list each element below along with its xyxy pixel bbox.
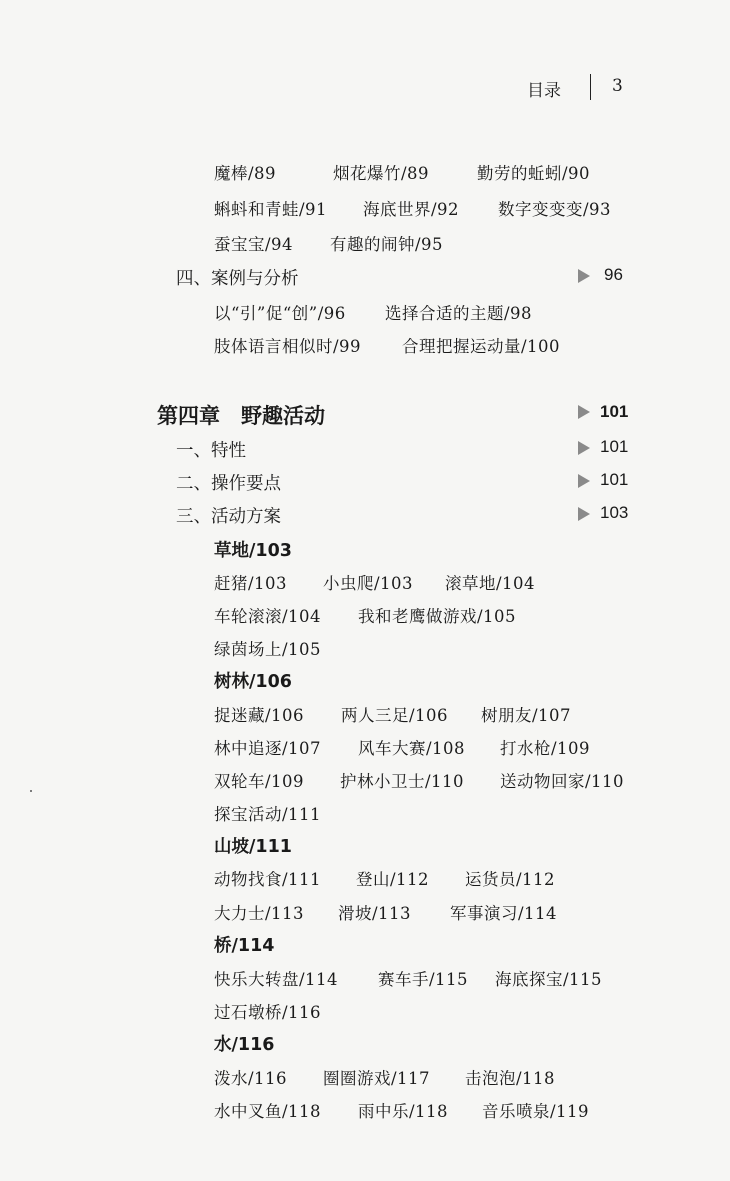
toc-entry[interactable]: 两人三足/106 bbox=[341, 706, 449, 725]
toc-entry[interactable]: 运货员/112 bbox=[465, 870, 556, 889]
section-page-number: 103 bbox=[600, 503, 629, 522]
toc-entry[interactable]: 雨中乐/118 bbox=[358, 1102, 449, 1121]
toc-entry[interactable]: 海底探宝/115 bbox=[495, 970, 603, 989]
chapter-page-number: 101 bbox=[600, 402, 629, 421]
triangle-arrow-icon bbox=[578, 405, 590, 419]
toc-entry[interactable]: 送动物回家/110 bbox=[500, 772, 625, 791]
toc-entry[interactable]: 滚草地/104 bbox=[445, 574, 536, 593]
toc-entry[interactable]: 合理把握运动量/100 bbox=[402, 337, 561, 356]
header-page-number: 3 bbox=[612, 76, 623, 96]
toc-entry[interactable]: 音乐喷泉/119 bbox=[482, 1102, 590, 1121]
toc-entry[interactable]: 有趣的闹钟/95 bbox=[330, 235, 444, 254]
toc-entry[interactable]: 赛车手/115 bbox=[378, 970, 469, 989]
section-page-number: 101 bbox=[600, 437, 629, 456]
toc-entry[interactable]: 大力士/113 bbox=[214, 904, 305, 923]
triangle-arrow-icon bbox=[578, 507, 590, 521]
section-page-number: 101 bbox=[600, 470, 629, 489]
toc-entry[interactable]: 赶猪/103 bbox=[214, 574, 288, 593]
triangle-arrow-icon bbox=[578, 441, 590, 455]
toc-entry[interactable]: 双轮车/109 bbox=[214, 772, 305, 791]
toc-entry[interactable]: 蝌蚪和青蛙/91 bbox=[214, 200, 328, 219]
header-divider bbox=[590, 74, 591, 100]
toc-entry[interactable]: 蚕宝宝/94 bbox=[214, 235, 294, 254]
toc-entry[interactable]: 小虫爬/103 bbox=[323, 574, 414, 593]
toc-entry[interactable]: 绿茵场上/105 bbox=[214, 640, 322, 659]
toc-entry[interactable]: 登山/112 bbox=[356, 870, 430, 889]
toc-entry[interactable]: 泼水/116 bbox=[214, 1069, 288, 1088]
chapter-heading[interactable]: 第四章 野趣活动 bbox=[157, 403, 325, 428]
toc-entry[interactable]: 快乐大转盘/114 bbox=[214, 970, 339, 989]
section-heading[interactable]: 三、活动方案 bbox=[176, 507, 281, 527]
toc-entry[interactable]: 车轮滚滚/104 bbox=[214, 607, 322, 626]
toc-entry[interactable]: 探宝活动/111 bbox=[214, 805, 322, 824]
toc-entry[interactable]: 过石墩桥/116 bbox=[214, 1003, 322, 1022]
toc-entry[interactable]: 滑坡/113 bbox=[338, 904, 412, 923]
toc-entry[interactable]: 魔棒/89 bbox=[214, 164, 277, 183]
toc-entry[interactable]: 选择合适的主题/98 bbox=[385, 304, 533, 323]
toc-entry[interactable]: 圈圈游戏/117 bbox=[323, 1069, 431, 1088]
category-heading[interactable]: 山坡/111 bbox=[214, 837, 292, 857]
triangle-arrow-icon bbox=[578, 474, 590, 488]
section-page-number: 96 bbox=[604, 265, 623, 284]
toc-entry[interactable]: 烟花爆竹/89 bbox=[333, 164, 430, 183]
toc-entry[interactable]: 击泡泡/118 bbox=[465, 1069, 556, 1088]
toc-entry[interactable]: 树朋友/107 bbox=[481, 706, 572, 725]
category-heading[interactable]: 树林/106 bbox=[214, 672, 292, 692]
toc-entry[interactable]: 以“引”促“创”/96 bbox=[214, 304, 346, 323]
toc-entry[interactable]: 我和老鹰做游戏/105 bbox=[358, 607, 517, 626]
running-header bbox=[0, 74, 730, 104]
toc-entry[interactable]: 军事演习/114 bbox=[450, 904, 558, 923]
section-heading[interactable]: 一、特性 bbox=[176, 441, 246, 461]
toc-entry[interactable]: 打水枪/109 bbox=[500, 739, 591, 758]
category-heading[interactable]: 桥/114 bbox=[214, 936, 275, 956]
toc-entry[interactable]: 捉迷藏/106 bbox=[214, 706, 305, 725]
toc-entry[interactable]: 林中追逐/107 bbox=[214, 739, 322, 758]
category-heading[interactable]: 草地/103 bbox=[214, 541, 292, 561]
category-heading[interactable]: 水/116 bbox=[214, 1035, 275, 1055]
toc-entry[interactable]: 护林小卫士/110 bbox=[340, 772, 465, 791]
header-title: 目录 bbox=[527, 81, 561, 101]
toc-entry[interactable]: 水中叉鱼/118 bbox=[214, 1102, 322, 1121]
toc-entry[interactable]: 肢体语言相似时/99 bbox=[214, 337, 362, 356]
toc-entry[interactable]: 海底世界/92 bbox=[363, 200, 460, 219]
triangle-arrow-icon bbox=[578, 269, 590, 283]
toc-entry[interactable]: 动物找食/111 bbox=[214, 870, 322, 889]
section-heading[interactable]: 四、案例与分析 bbox=[176, 269, 299, 289]
toc-entry[interactable]: 数字变变变/93 bbox=[498, 200, 612, 219]
toc-entry[interactable]: 勤劳的蚯蚓/90 bbox=[477, 164, 591, 183]
print-speck bbox=[30, 790, 32, 792]
section-heading[interactable]: 二、操作要点 bbox=[176, 474, 281, 494]
toc-entry[interactable]: 风车大赛/108 bbox=[358, 739, 466, 758]
